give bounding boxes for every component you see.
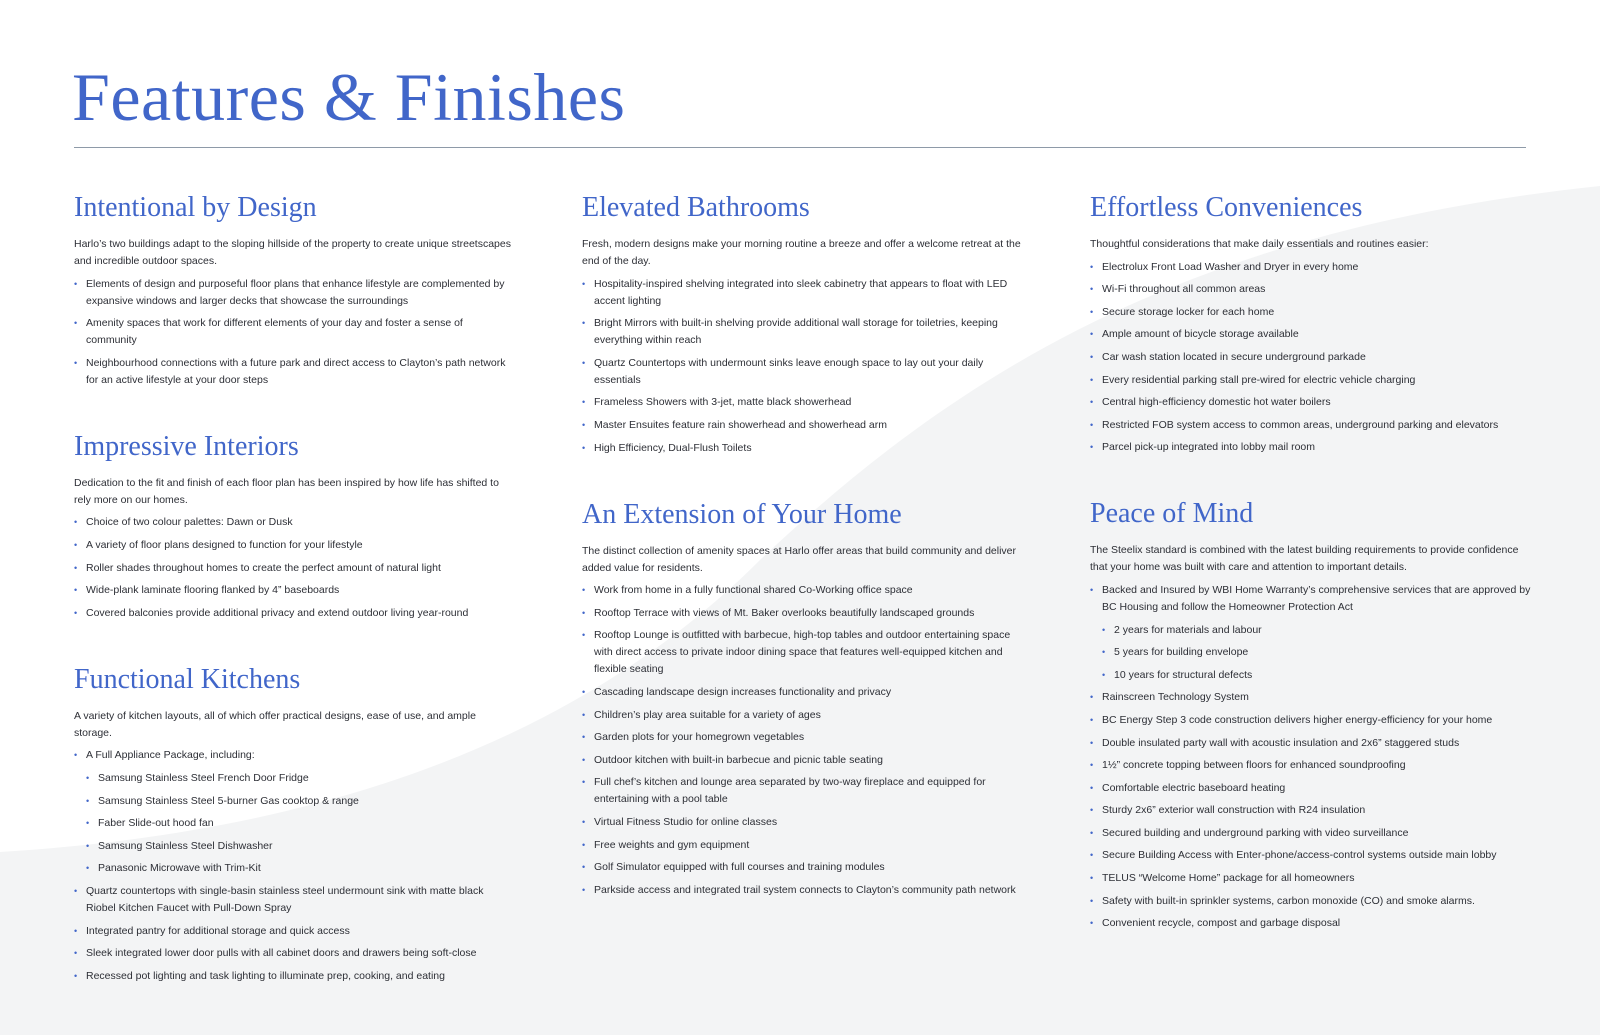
feature-item: • Covered balconies provide additional privacy and extend outdoor living year-round: [74, 605, 514, 622]
feature-item: • Wi-Fi throughout all common areas: [1090, 281, 1535, 298]
feature-item: • Sleek integrated lower door pulls with all cabinet doors and drawers being soft-close: [74, 945, 514, 962]
column-1: [74, 190, 514, 985]
feature-item: • Double insulated party wall with acoustic insulation and 2x6” staggered studs: [1090, 735, 1535, 752]
section-intro: Fresh, modern designs make your morning routine a breeze and offer a welcome retreat at the end of the day.: [582, 238, 1021, 267]
feature-item: • Children’s play area suitable for a variety of ages: [582, 707, 1022, 724]
feature-item: • Rooftop Lounge is outfitted with barbecue, high-top tables and outdoor entertaining space with direct access to private indoor dining space that features well-equipped kitchen and flexible seating: [582, 627, 1022, 678]
feature-item: • Secure Building Access with Enter-phone/access-control systems outside main lobby: [1090, 847, 1535, 864]
feature-item: • Bright Mirrors with built-in shelving provide additional wall storage for toiletries, keeping everything within reach: [582, 315, 1022, 349]
feature-item: • Quartz countertops with single-basin stainless steel undermount sink with matte black Riobel Kitchen Faucet with Pull-Down Spray: [74, 883, 514, 917]
feature-item: • Car wash station located in secure underground parkade: [1090, 349, 1535, 366]
feature-item: • Electrolux Front Load Washer and Dryer in every home: [1090, 259, 1535, 276]
feature-item: • Backed and Insured by WBI Home Warranty’s comprehensive services that are approved by BC Housing and follow the Homeowner Protection Act: [1090, 582, 1535, 616]
feature-item: • Neighbourhood connections with a future park and direct access to Clayton’s path network for an active lifestyle at your door steps: [74, 355, 514, 389]
title-divider: [74, 147, 1526, 148]
feature-list: [582, 582, 1022, 899]
feature-section: [74, 662, 514, 985]
feature-item: • Master Ensuites feature rain showerhead and showerhead arm: [582, 417, 1022, 434]
feature-item: • Rainscreen Technology System: [1090, 689, 1535, 706]
feature-item: • Rooftop Terrace with views of Mt. Baker overlooks beautifully landscaped grounds: [582, 605, 1022, 622]
feature-item: • TELUS “Welcome Home” package for all homeowners: [1090, 870, 1535, 887]
feature-item: • Cascading landscape design increases functionality and privacy: [582, 684, 1022, 701]
feature-item: • Safety with built-in sprinkler systems, carbon monoxide (CO) and smoke alarms.: [1090, 893, 1535, 910]
feature-item: • Convenient recycle, compost and garbage disposal: [1090, 915, 1535, 932]
feature-item: • Work from home in a fully functional shared Co-Working office space: [582, 582, 1022, 599]
feature-item: • Secure storage locker for each home: [1090, 304, 1535, 321]
feature-item: • Parkside access and integrated trail system connects to Clayton’s community path network: [582, 882, 1022, 899]
feature-item: • Amenity spaces that work for different elements of your day and foster a sense of community: [74, 315, 514, 349]
section-intro: A variety of kitchen layouts, all of which offer practical designs, ease of use, and ample storage.: [74, 709, 476, 739]
feature-item: • Choice of two colour palettes: Dawn or Dusk: [74, 514, 514, 531]
feature-item: • BC Energy Step 3 code construction delivers higher energy-efficiency for your home: [1090, 712, 1535, 729]
feature-item: • Recessed pot lighting and task lighting to illuminate prep, cooking, and eating: [74, 968, 514, 985]
page-title: Features & Finishes: [72, 59, 626, 135]
feature-item: • Sturdy 2x6” exterior wall construction with R24 insulation: [1090, 802, 1535, 819]
section-intro: Thoughtful considerations that make daily essentials and routines easier:: [1090, 238, 1429, 250]
section-intro: Dedication to the fit and finish of each floor plan has been inspired by how life has shifted to rely more on our homes.: [74, 476, 499, 506]
section-intro: The Steelix standard is combined with the latest building requirements to provide confidence that your home was built with care and attention to important details.: [1090, 544, 1519, 574]
feature-subitem: • Panasonic Microwave with Trim-Kit: [86, 860, 514, 877]
feature-item: • Frameless Showers with 3-jet, matte black showerhead: [582, 394, 1022, 411]
feature-list: [582, 276, 1022, 457]
feature-section: [582, 190, 1022, 457]
section-heading: Peace of Mind: [1090, 498, 1254, 530]
section-intro: The distinct collection of amenity spaces at Harlo offer areas that build community and deliver added value for residents.: [582, 544, 1017, 574]
section-heading: An Extension of Your Home: [582, 498, 902, 530]
column-3: [1090, 190, 1535, 932]
section-heading: Impressive Interiors: [74, 430, 299, 462]
feature-section: [1090, 190, 1535, 456]
feature-item: • A variety of floor plans designed to function for your lifestyle: [74, 537, 514, 554]
feature-item: • Central high-efficiency domestic hot water boilers: [1090, 394, 1535, 411]
feature-item: • Restricted FOB system access to common areas, underground parking and elevators: [1090, 417, 1535, 434]
feature-list: [74, 276, 514, 389]
feature-subitem: • Samsung Stainless Steel Dishwasher: [86, 838, 514, 855]
feature-subitem: • 10 years for structural defects: [1102, 667, 1535, 684]
feature-item: • Free weights and gym equipment: [582, 837, 1022, 854]
feature-item: • A Full Appliance Package, including:: [74, 747, 514, 764]
feature-item: • Every residential parking stall pre-wired for electric vehicle charging: [1090, 372, 1535, 389]
feature-item: • Elements of design and purposeful floor plans that enhance lifestyle are complemented by expansive windows and larger decks that showcase the surroundings: [74, 276, 514, 310]
feature-subitem: • 5 years for building envelope: [1102, 644, 1535, 661]
feature-item: • Hospitality-inspired shelving integrated into sleek cabinetry that appears to float with LED accent lighting: [582, 276, 1022, 310]
section-intro: Harlo’s two buildings adapt to the sloping hillside of the property to create unique streetscapes and incredible outdoor spaces.: [74, 238, 511, 267]
feature-subitem: • Faber Slide-out hood fan: [86, 815, 514, 832]
feature-section: [74, 429, 514, 622]
section-heading: Functional Kitchens: [74, 663, 301, 695]
feature-item: • Integrated pantry for additional storage and quick access: [74, 923, 514, 940]
feature-section: [582, 497, 1022, 899]
feature-item: • Secured building and underground parking with video surveillance: [1090, 825, 1535, 842]
feature-item: • 1½” concrete topping between floors for enhanced soundproofing: [1090, 757, 1535, 774]
column-2: [582, 190, 1022, 899]
feature-list: [1090, 582, 1535, 932]
feature-list: [74, 514, 514, 621]
feature-item: • Roller shades throughout homes to create the perfect amount of natural light: [74, 560, 514, 577]
feature-item: • Outdoor kitchen with built-in barbecue and picnic table seating: [582, 752, 1022, 769]
section-heading: Effortless Conveniences: [1090, 192, 1363, 223]
feature-item: • Golf Simulator equipped with full courses and training modules: [582, 859, 1022, 876]
feature-item: • Parcel pick-up integrated into lobby mail room: [1090, 439, 1535, 456]
feature-item: • High Efficiency, Dual-Flush Toilets: [582, 440, 1022, 457]
feature-list: [74, 747, 514, 984]
feature-list: [1090, 259, 1535, 457]
section-heading: Intentional by Design: [74, 192, 317, 223]
feature-item: • Virtual Fitness Studio for online classes: [582, 814, 1022, 831]
feature-item: • Full chef’s kitchen and lounge area separated by two-way fireplace and equipped for entertaining with a pool table: [582, 774, 1022, 808]
feature-subitem: • Samsung Stainless Steel 5-burner Gas cooktop & range: [86, 793, 514, 810]
section-heading: Elevated Bathrooms: [582, 192, 810, 223]
feature-section: [1090, 496, 1535, 932]
feature-subitem: • 2 years for materials and labour: [1102, 622, 1535, 639]
feature-item: • Wide-plank laminate flooring flanked by 4” baseboards: [74, 582, 514, 599]
feature-item: • Comfortable electric baseboard heating: [1090, 780, 1535, 797]
feature-item: • Quartz Countertops with undermount sinks leave enough space to lay out your daily essentials: [582, 355, 1022, 389]
feature-section: [74, 190, 514, 389]
feature-item: • Garden plots for your homegrown vegetables: [582, 729, 1022, 746]
feature-item: • Ample amount of bicycle storage available: [1090, 326, 1535, 343]
feature-subitem: • Samsung Stainless Steel French Door Fridge: [86, 770, 514, 787]
